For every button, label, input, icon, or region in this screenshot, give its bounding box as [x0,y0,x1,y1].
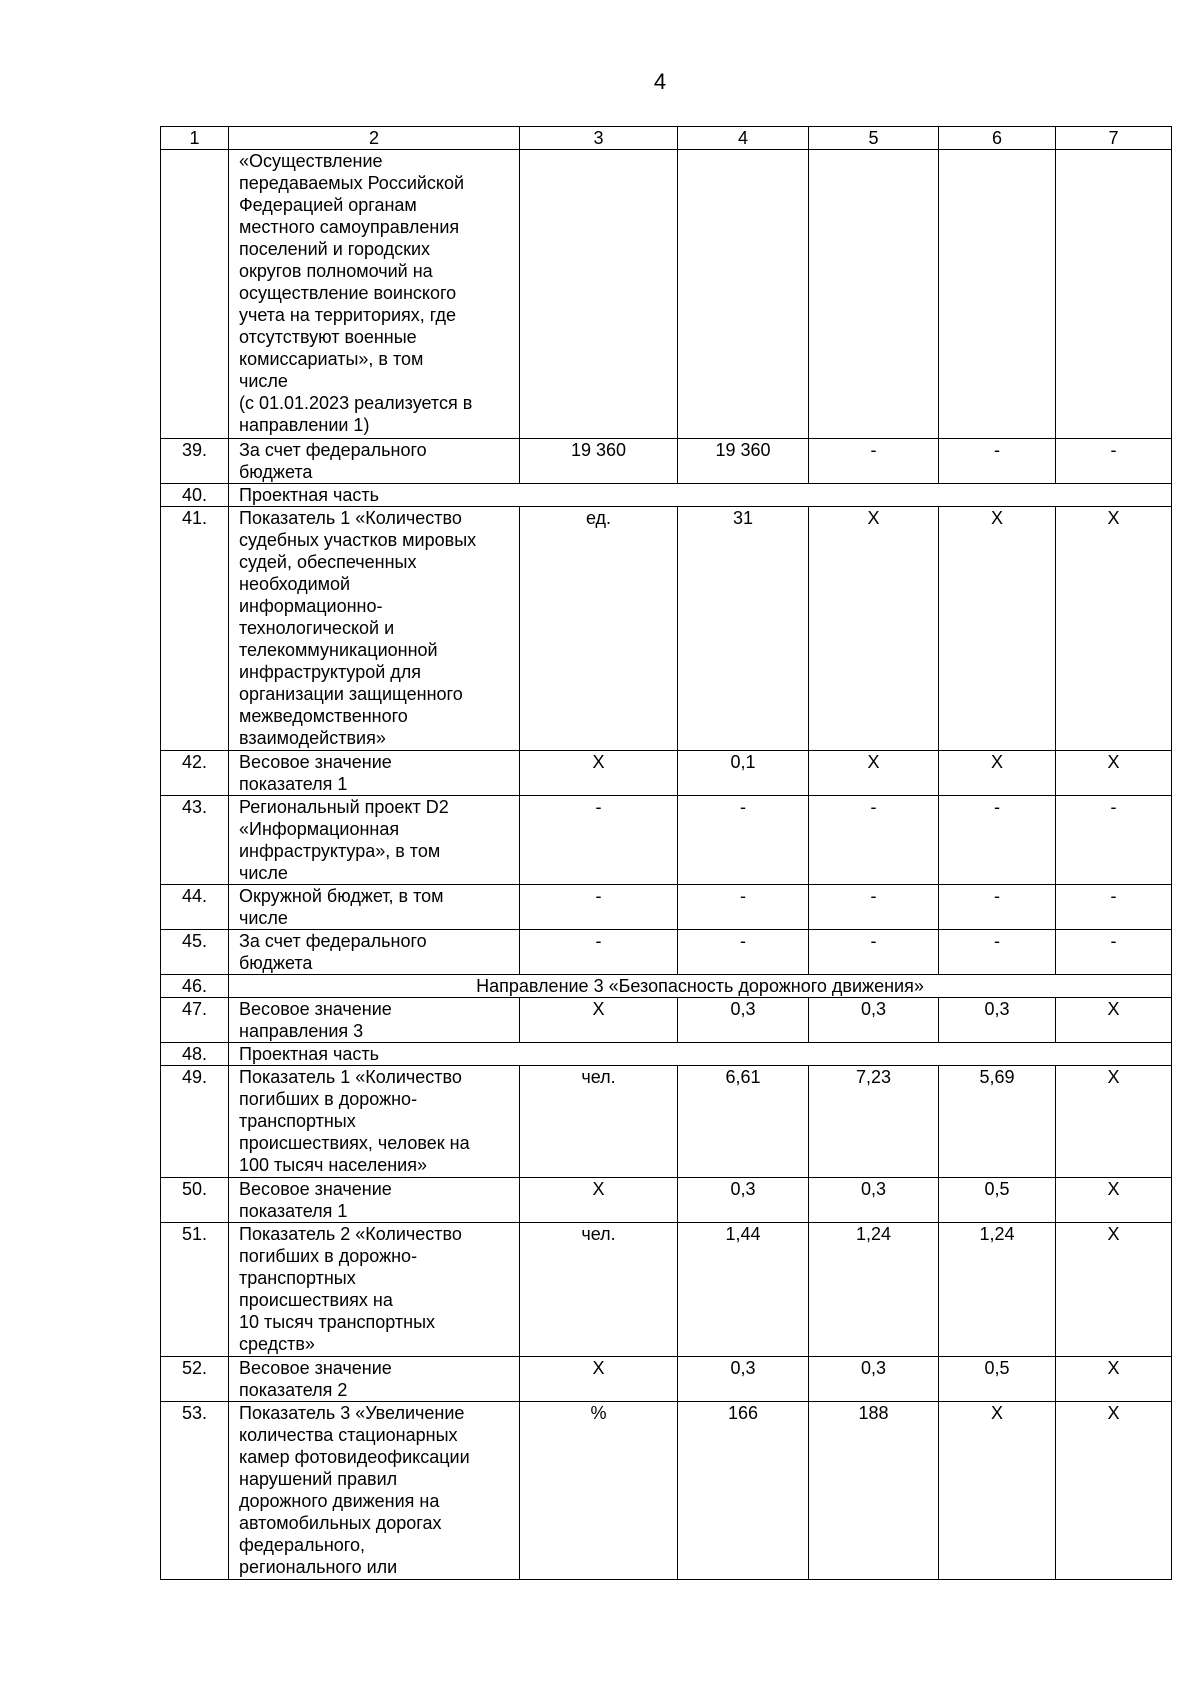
row-description: За счет федерального бюджета [229,930,520,975]
row-description: Показатель 1 «Количество погибших в дорожно- транспортных происшествиях, человек на 100 тысяч населения» [229,1066,520,1178]
table-row [161,975,1172,998]
value-cell: - [809,439,939,484]
value-cell [809,150,939,439]
table-row [161,150,1172,439]
value-cell: - [1056,930,1172,975]
direction-heading: Направление 3 «Безопасность дорожного движения» [229,975,1172,998]
value-cell: - [939,930,1056,975]
value-cell: - [520,930,678,975]
table-row [161,1357,1172,1402]
table-row [161,484,1172,507]
row-description: Показатель 3 «Увеличение количества стационарных камер фотовидеофиксации нарушений правил дорожного движения на автомобильных дорогах федерального, регионального или [229,1402,520,1580]
table-row [161,1178,1172,1223]
value-cell: 6,61 [678,1066,809,1178]
row-number: 50. [161,1178,229,1223]
header-cell: 2 [229,127,520,150]
row-number: 41. [161,507,229,751]
value-cell: - [520,796,678,885]
value-cell: - [809,796,939,885]
section-label: Проектная часть [229,484,1172,507]
value-cell: чел. [520,1223,678,1357]
table-row [161,885,1172,930]
table-row [161,1223,1172,1357]
value-cell: 0,3 [678,1357,809,1402]
row-description: Весовое значение показателя 1 [229,751,520,796]
page-number: 4 [653,69,667,94]
row-number: 53. [161,1402,229,1580]
value-cell [678,150,809,439]
table-row [161,507,1172,751]
value-cell: Х [520,998,678,1043]
value-cell: ед. [520,507,678,751]
value-cell: - [520,885,678,930]
value-cell: Х [939,507,1056,751]
value-cell: 0,1 [678,751,809,796]
value-cell: - [939,439,1056,484]
table-row [161,930,1172,975]
table-row [161,796,1172,885]
table-row [161,439,1172,484]
row-number: 40. [161,484,229,507]
value-cell: Х [1056,1066,1172,1178]
value-cell: 188 [809,1402,939,1580]
value-cell: 5,69 [939,1066,1056,1178]
value-cell: Х [1056,507,1172,751]
value-cell: 1,44 [678,1223,809,1357]
value-cell: - [1056,439,1172,484]
table-row [161,1402,1172,1580]
value-cell: - [678,885,809,930]
row-number: 44. [161,885,229,930]
value-cell: 0,5 [939,1178,1056,1223]
value-cell: Х [520,1178,678,1223]
value-cell [1056,150,1172,439]
value-cell: Х [809,507,939,751]
row-number: 52. [161,1357,229,1402]
row-number: 45. [161,930,229,975]
value-cell: - [1056,796,1172,885]
value-cell: Х [939,1402,1056,1580]
row-number: 48. [161,1043,229,1066]
row-number: 43. [161,796,229,885]
row-number: 39. [161,439,229,484]
value-cell: 19 360 [520,439,678,484]
header-row [161,127,1172,150]
row-number: 51. [161,1223,229,1357]
value-cell: Х [1056,1357,1172,1402]
value-cell: 1,24 [939,1223,1056,1357]
row-description: Показатель 2 «Количество погибших в дорожно- транспортных происшествиях на 10 тысяч транспортных средств» [229,1223,520,1357]
value-cell: 0,3 [678,998,809,1043]
value-cell: 0,3 [939,998,1056,1043]
value-cell: 0,5 [939,1357,1056,1402]
row-description: Весовое значение показателя 1 [229,1178,520,1223]
value-cell: 0,3 [809,1357,939,1402]
data-table [160,126,1172,1580]
value-cell: 0,3 [809,1178,939,1223]
table-row [161,998,1172,1043]
value-cell: чел. [520,1066,678,1178]
value-cell: Х [939,751,1056,796]
row-description: Весовое значение направления 3 [229,998,520,1043]
row-number: 47. [161,998,229,1043]
row-description: Показатель 1 «Количество судебных участков мировых судей, обеспеченных необходимой информационно- технологической и телекоммуникационной инфраструктурой для организации защищенного межведомственного взаимодействия» [229,507,520,751]
row-description: «Осуществление передаваемых Российской Федерацией органам местного самоуправления поселений и городских округов полномочий на осуществление воинского учета на территориях, где отсутствуют военные комиссариаты», в том числе (с 01.01.2023 реализуется в направлении 1) [229,150,520,439]
value-cell [939,150,1056,439]
value-cell: - [939,796,1056,885]
value-cell: Х [1056,1178,1172,1223]
value-cell: - [939,885,1056,930]
row-number: 49. [161,1066,229,1178]
table-row [161,1066,1172,1178]
row-number: 42. [161,751,229,796]
row-description: Региональный проект D2 «Информационная инфраструктура», в том числе [229,796,520,885]
header-cell: 6 [939,127,1056,150]
value-cell: - [1056,885,1172,930]
header-cell: 7 [1056,127,1172,150]
header-cell: 5 [809,127,939,150]
value-cell: Х [520,751,678,796]
value-cell: - [809,885,939,930]
value-cell: Х [1056,998,1172,1043]
value-cell: % [520,1402,678,1580]
value-cell: - [678,796,809,885]
value-cell: 1,24 [809,1223,939,1357]
value-cell: 19 360 [678,439,809,484]
value-cell: Х [809,751,939,796]
header-cell: 4 [678,127,809,150]
value-cell: Х [1056,751,1172,796]
value-cell: Х [520,1357,678,1402]
value-cell [520,150,678,439]
header-cell: 3 [520,127,678,150]
value-cell: - [809,930,939,975]
section-label: Проектная часть [229,1043,1172,1066]
value-cell: 166 [678,1402,809,1580]
row-number-cell [161,150,229,439]
table-row [161,751,1172,796]
row-description: Окружной бюджет, в том числе [229,885,520,930]
row-description: Весовое значение показателя 2 [229,1357,520,1402]
row-number: 46. [161,975,229,998]
value-cell: 7,23 [809,1066,939,1178]
value-cell: 0,3 [678,1178,809,1223]
value-cell: 31 [678,507,809,751]
header-cell: 1 [161,127,229,150]
row-description: За счет федерального бюджета [229,439,520,484]
value-cell: Х [1056,1223,1172,1357]
value-cell: Х [1056,1402,1172,1580]
table-row [161,1043,1172,1066]
value-cell: 0,3 [809,998,939,1043]
value-cell: - [678,930,809,975]
